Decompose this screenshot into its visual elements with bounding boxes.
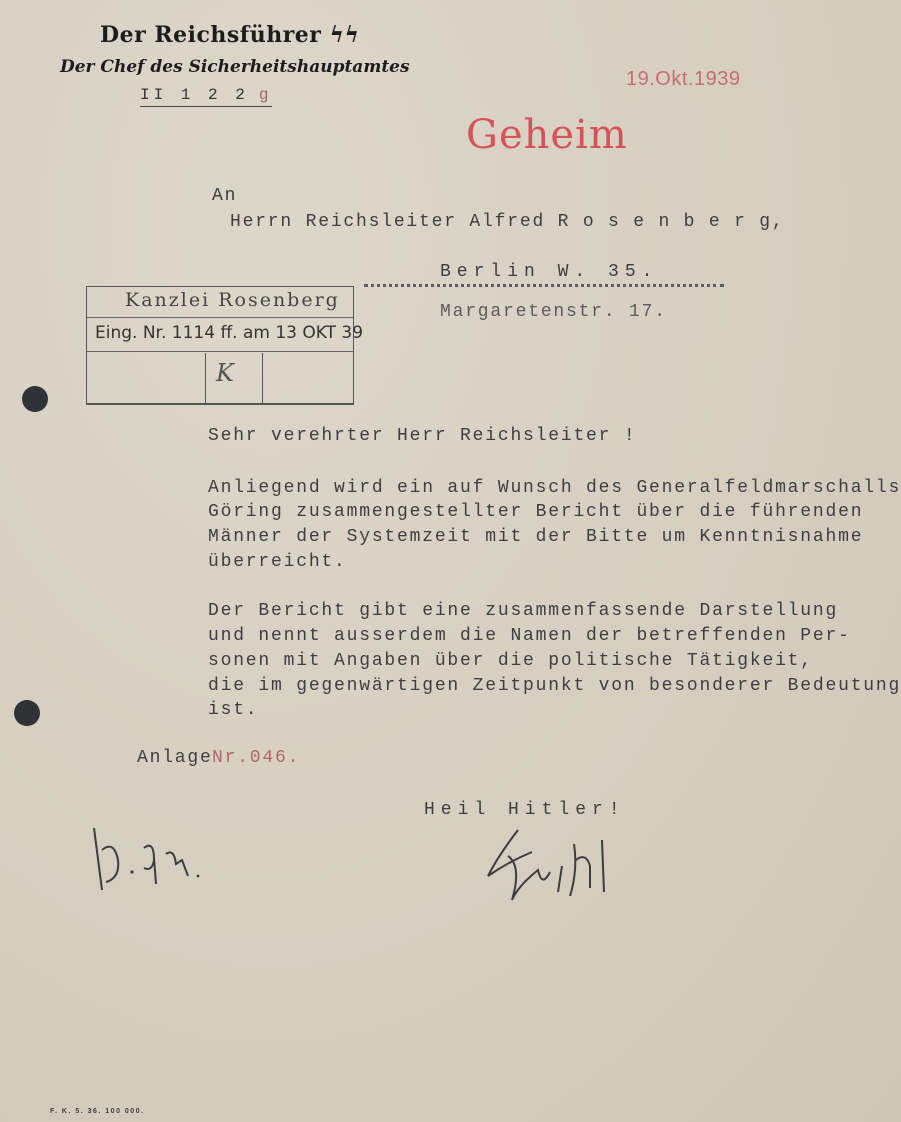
paragraph1-line: Männer der Systemzeit mit der Bitte um Kenntnisnahme <box>208 527 864 547</box>
enclosure-value: Nr.046. <box>212 748 301 768</box>
paragraph1-line: Göring zusammengestellter Bericht über die führenden <box>208 502 864 522</box>
handwritten-signature <box>478 826 618 912</box>
receipt-stamp <box>86 286 364 405</box>
paragraph2-line: sonen mit Angaben über die politische Tätigkeit, <box>208 651 813 671</box>
receipt-stamp-entry: Eing. Nr. 1114 ff. am 13 OKT 39 <box>95 323 364 343</box>
paragraph1-line: überreicht. <box>208 552 347 572</box>
enclosure-label: Anlage <box>137 748 213 768</box>
paragraph2-line: und nennt ausserdem die Namen der betreffenden Per- <box>208 626 851 646</box>
recipient-name: Herrn Reichsleiter Alfred R o s e n b e r g, <box>230 212 785 232</box>
paragraph2-line: Der Bericht gibt eine zusammenfassende Darstellung <box>208 601 839 621</box>
salutation: Sehr verehrter Herr Reichsleiter ! <box>208 426 637 446</box>
paragraph2-line: ist. <box>208 700 259 720</box>
paragraph2-line: die im gegenwärtigen Zeitpunkt von besonderer Bedeutung <box>208 676 901 696</box>
dotted-divider <box>364 284 724 287</box>
paragraph1-line: Anliegend wird ein auf Wunsch des Generalfeldmarschalls <box>208 478 901 498</box>
date-stamp: 19.Okt.1939 <box>626 68 741 90</box>
recipient-an: An <box>212 186 238 206</box>
handwritten-initials-left <box>84 820 214 900</box>
reference-suffix: g <box>258 86 273 104</box>
punch-hole-icon <box>14 700 40 726</box>
closing-salutation: Heil Hitler! <box>424 800 626 820</box>
letterhead-line1: Der Reichsführer ϟϟ <box>100 22 360 48</box>
reference-number <box>140 86 272 107</box>
receipt-stamp-title: Kanzlei Rosenberg <box>125 289 340 311</box>
reference-code: II 1 2 2 <box>140 86 249 104</box>
receipt-stamp-rule <box>87 351 353 352</box>
letterhead-line2: Der Chef des Sicherheitshauptamtes <box>60 57 410 77</box>
recipient-street: Margaretenstr. 17. <box>440 302 667 322</box>
punch-hole-icon <box>22 386 48 412</box>
receipt-stamp-initial: K <box>216 359 234 387</box>
recipient-city: Berlin W. 35. <box>440 262 659 282</box>
print-footer: F. K. 5. 36. 100 000. <box>50 1108 145 1115</box>
receipt-stamp-rule <box>87 317 353 318</box>
classification-stamp: Geheim <box>466 112 628 158</box>
receipt-stamp-initial-cell <box>205 353 263 403</box>
